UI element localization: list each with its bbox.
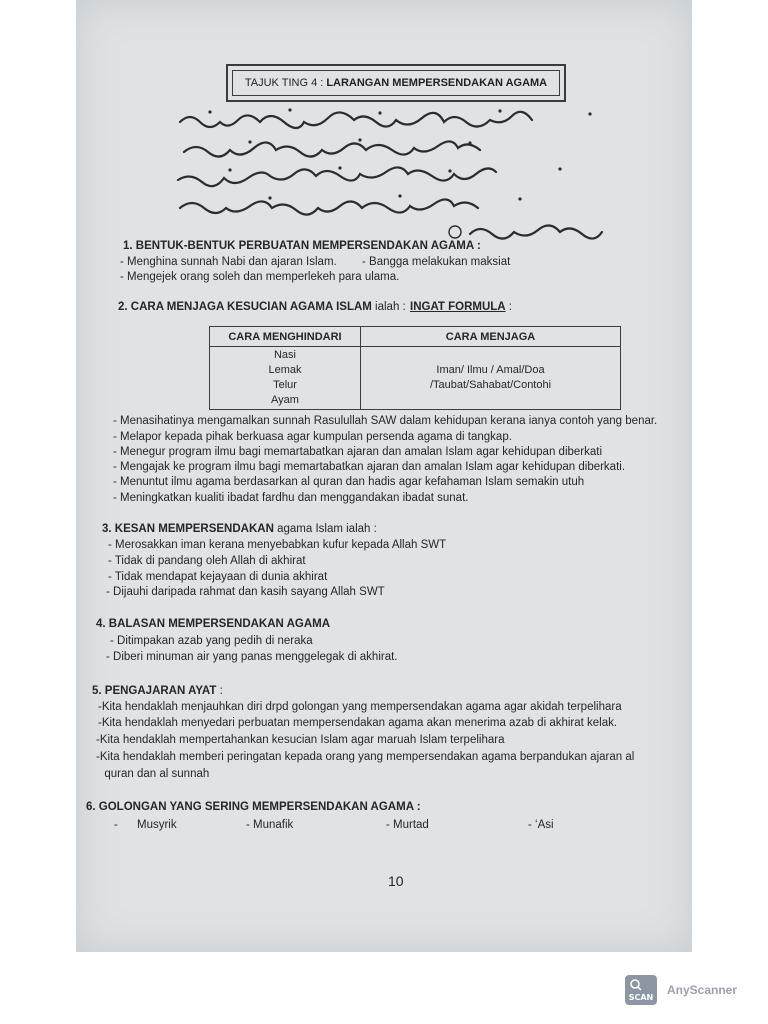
group-musyrik: Musyrik (137, 819, 177, 831)
section-5-heading-colon: : (216, 685, 223, 697)
group-murtad: - Murtad (386, 819, 429, 831)
section-2-item: - Menuntut ilmu agama berdasarkan al quran dan hadis agar kefahaman Islam semakin utuh (113, 476, 585, 488)
section-3-item: - Tidak di pandang oleh Allah di akhirat (108, 555, 306, 567)
topic-title-prefix: TAJUK TING 4 : (244, 77, 324, 89)
section-1-item-1a: - Menghina sunnah Nabi dan ajaran Islam. (120, 256, 337, 268)
section-2-heading-rest: ialah : (371, 301, 406, 313)
section-3-heading-bold: 3. KESAN MEMPERSENDAKAN (102, 523, 274, 535)
section-4-item: - Ditimpakan azab yang pedih di neraka (110, 635, 313, 647)
formula-avoid-cell (210, 347, 361, 410)
formula-avoid-item: Ayam (271, 394, 299, 406)
group-asi: - ‘Asi (528, 819, 554, 831)
topic-title-main: LARANGAN MEMPERSENDAKAN AGAMA (326, 77, 548, 89)
section-6-heading: 6. GOLONGAN YANG SERING MEMPERSENDAKAN AGAMA : (86, 801, 421, 813)
section-3-heading (102, 522, 377, 537)
formula-avoid-item: Nasi (273, 349, 296, 361)
formula-header-guard: CARA MENJAGA (361, 327, 621, 347)
group-munafik: - Munafik (246, 819, 294, 831)
formula-avoid-item: Lemak (268, 364, 302, 376)
page-number: 10 (388, 873, 404, 889)
logo-badge-text: SCAN (628, 993, 654, 1002)
section-5-heading-bold: 5. PENGAJARAN AYAT (92, 685, 217, 697)
section-1-item-2: - Mengejek orang soleh dan memperlekeh para ulama. (120, 271, 400, 283)
section-3-item: - Dijauhi daripada rahmat dan kasih sayang Allah SWT (106, 586, 385, 598)
section-5-heading (92, 684, 223, 699)
section-2-heading (118, 300, 406, 315)
section-2-item: - Mengajak ke program ilmu bagi memartabatkan ajaran dan amalan Islam agar kehidupan diberkati. (113, 461, 626, 473)
formula-avoid-item: Telur (273, 379, 297, 391)
section-1-heading: 1. BENTUK-BENTUK PERBUATAN MEMPERSENDAKAN AGAMA : (123, 240, 481, 252)
formula-guard-line: Iman/ Ilmu / Amal/Doa (436, 364, 545, 376)
section-2-item: - Menegur program ilmu bagi memartabatkan ajaran dan amalan Islam agar kehidupan diberkati (113, 446, 603, 458)
section-3-item: - Merosakkan iman kerana menyebabkan kufur kepada Allah SWT (108, 539, 447, 551)
formula-table (209, 326, 621, 410)
formula-header-avoid: CARA MENGHINDARI (210, 327, 361, 347)
group-dash: - (114, 819, 118, 831)
topic-title-box (226, 64, 566, 102)
anyscanner-brand: AnyScanner (667, 983, 738, 997)
section-2-item: - Meningkatkan kualiti ibadat fardhu dan menggandakan ibadat sunat. (113, 492, 469, 504)
formula-label (410, 300, 512, 315)
section-5-item: quran dan al sunnah (98, 768, 210, 780)
topic-title (232, 70, 560, 96)
formula-guard-cell (361, 347, 621, 410)
formula-table-body-row (210, 347, 621, 410)
section-5-item: -Kita hendaklah menjauhkan diri drpd golongan yang mempersendakan agama agar akidah terpelihara (98, 701, 622, 713)
section-5-item: -Kita hendaklah memberi peringatan kepada orang yang mempersendakan agama berpandukan ajaran al (96, 751, 635, 763)
formula-table-header-row (210, 327, 621, 347)
anyscanner-logo-icon (625, 975, 657, 1005)
section-5-item: -Kita hendaklah menyedari perbuatan mempersendakan agama akan menerima azab di akhirat kelak. (98, 717, 618, 729)
section-4-heading: 4. BALASAN MEMPERSENDAKAN AGAMA (96, 618, 331, 630)
formula-colon: : (505, 301, 512, 313)
arabic-verse-image (170, 104, 640, 240)
section-2-heading-bold: 2. CARA MENJAGA KESUCIAN AGAMA ISLAM (118, 301, 372, 313)
section-1-item-1b: - Bangga melakukan maksiat (362, 256, 511, 268)
section-3-heading-rest: agama Islam ialah : (273, 523, 377, 535)
section-5-item: -Kita hendaklah mempertahankan kesucian Islam agar maruah Islam terpelihara (96, 734, 505, 746)
section-2-item: - Melapor kepada pihak berkuasa agar kumpulan persenda agama di tangkap. (113, 431, 512, 443)
section-2-item: - Menasihatinya mengamalkan sunnah Rasulullah SAW dalam kehidupan kerana ianya contoh yang benar. (113, 415, 658, 427)
formula-guard-line: /Taubat/Sahabat/Contohi (429, 379, 552, 391)
section-4-item: - Diberi minuman air yang panas menggelegak di akhirat. (106, 651, 398, 663)
section-3-item: - Tidak mendapat kejayaan di dunia akhirat (108, 571, 328, 583)
formula-label-text: INGAT FORMULA (410, 301, 506, 313)
